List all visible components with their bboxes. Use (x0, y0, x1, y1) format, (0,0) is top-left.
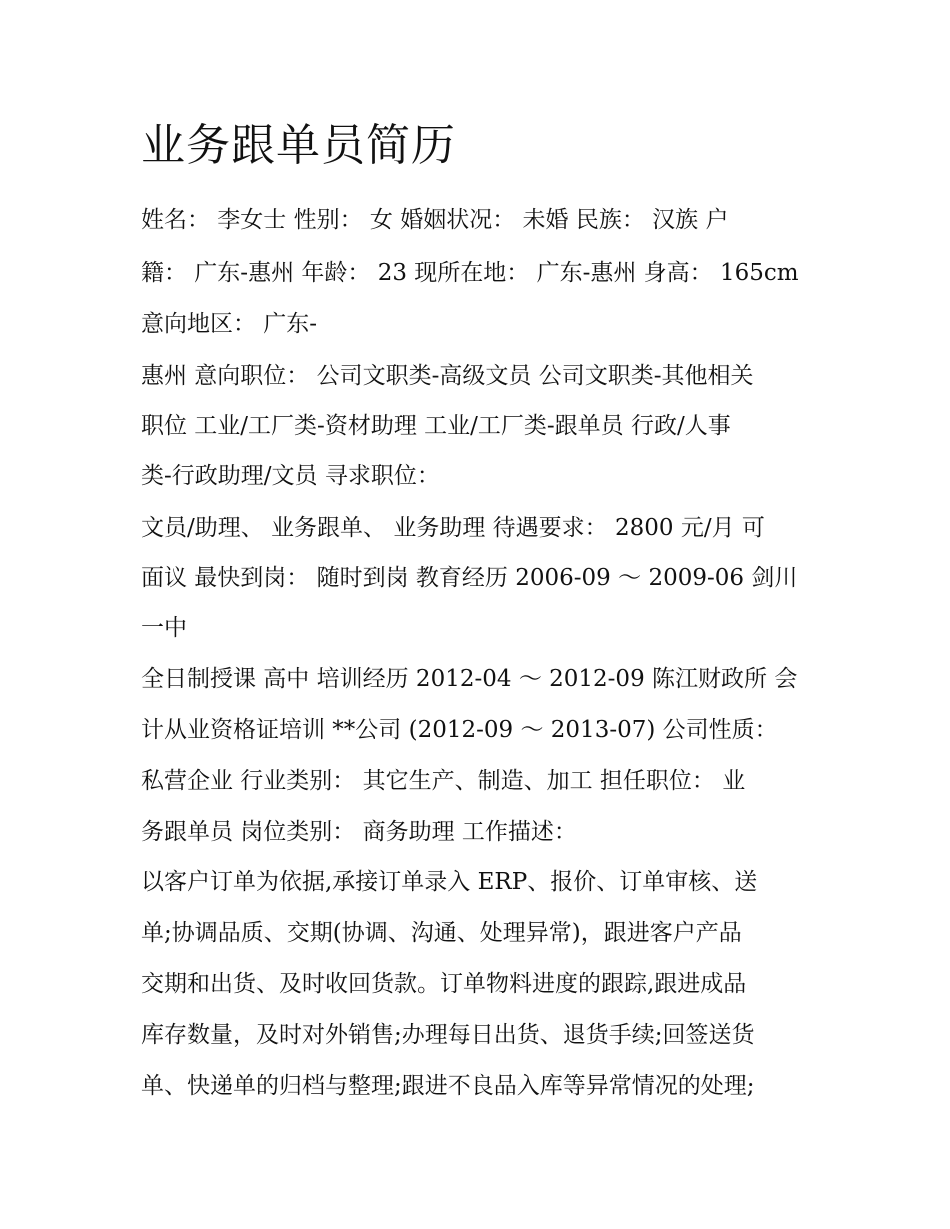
text-line: 意向地区： 广东- (141, 311, 318, 337)
text-line: 计从业资格证培训 **公司 (2012-09 ～ 2013-07) 公司性质： (141, 717, 778, 743)
text-line: 籍： 广东-惠州 年龄： 23 现所在地： 广东-惠州 身高： 165cm (141, 260, 799, 286)
text-line: 一中 (141, 615, 187, 641)
text-line: 以客户订单为依据,承接订单录入 ERP、报价、订单审核、送 (141, 869, 758, 895)
page-title: 业务跟单员简历 (141, 120, 456, 171)
text-line: 类-行政助理/文员 寻求职位： (141, 463, 440, 489)
text-line: 职位 工业/工厂类-资材助理 工业/工厂类-跟单员 行政/人事 (141, 413, 731, 439)
text-line: 文员/助理、 业务跟单、 业务助理 待遇要求： 2800 元/月 可 (141, 515, 765, 541)
text-line: 面议 最快到岗： 随时到岗 教育经历 2006-09 ～ 2009-06 剑川 (141, 565, 798, 591)
text-line: 库存数量，及时对外销售;办理每日出货、退货手续;回签送货 (141, 1022, 755, 1048)
text-line: 交期和出货、及时收回货款。订单物料进度的跟踪,跟进成品 (141, 971, 747, 997)
text-line: 姓名： 李女士 性别： 女 婚姻状况： 未婚 民族： 汉族 户 (141, 207, 729, 233)
text-line: 惠州 意向职位： 公司文职类-高级文员 公司文职类-其他相关 (141, 363, 754, 389)
text-line: 务跟单员 岗位类别： 商务助理 工作描述： (141, 819, 577, 845)
text-line: 私营企业 行业类别： 其它生产、制造、加工 担任职位： 业 (141, 768, 746, 794)
text-line: 单;协调品质、交期(协调、沟通、处理异常)，跟进客户产品 (141, 920, 742, 946)
text-line: 单、快递单的归档与整理;跟进不良品入库等异常情况的处理; (141, 1073, 755, 1099)
text-line: 全日制授课 高中 培训经历 2012-04 ～ 2012-09 陈江财政所 会 (141, 666, 798, 692)
